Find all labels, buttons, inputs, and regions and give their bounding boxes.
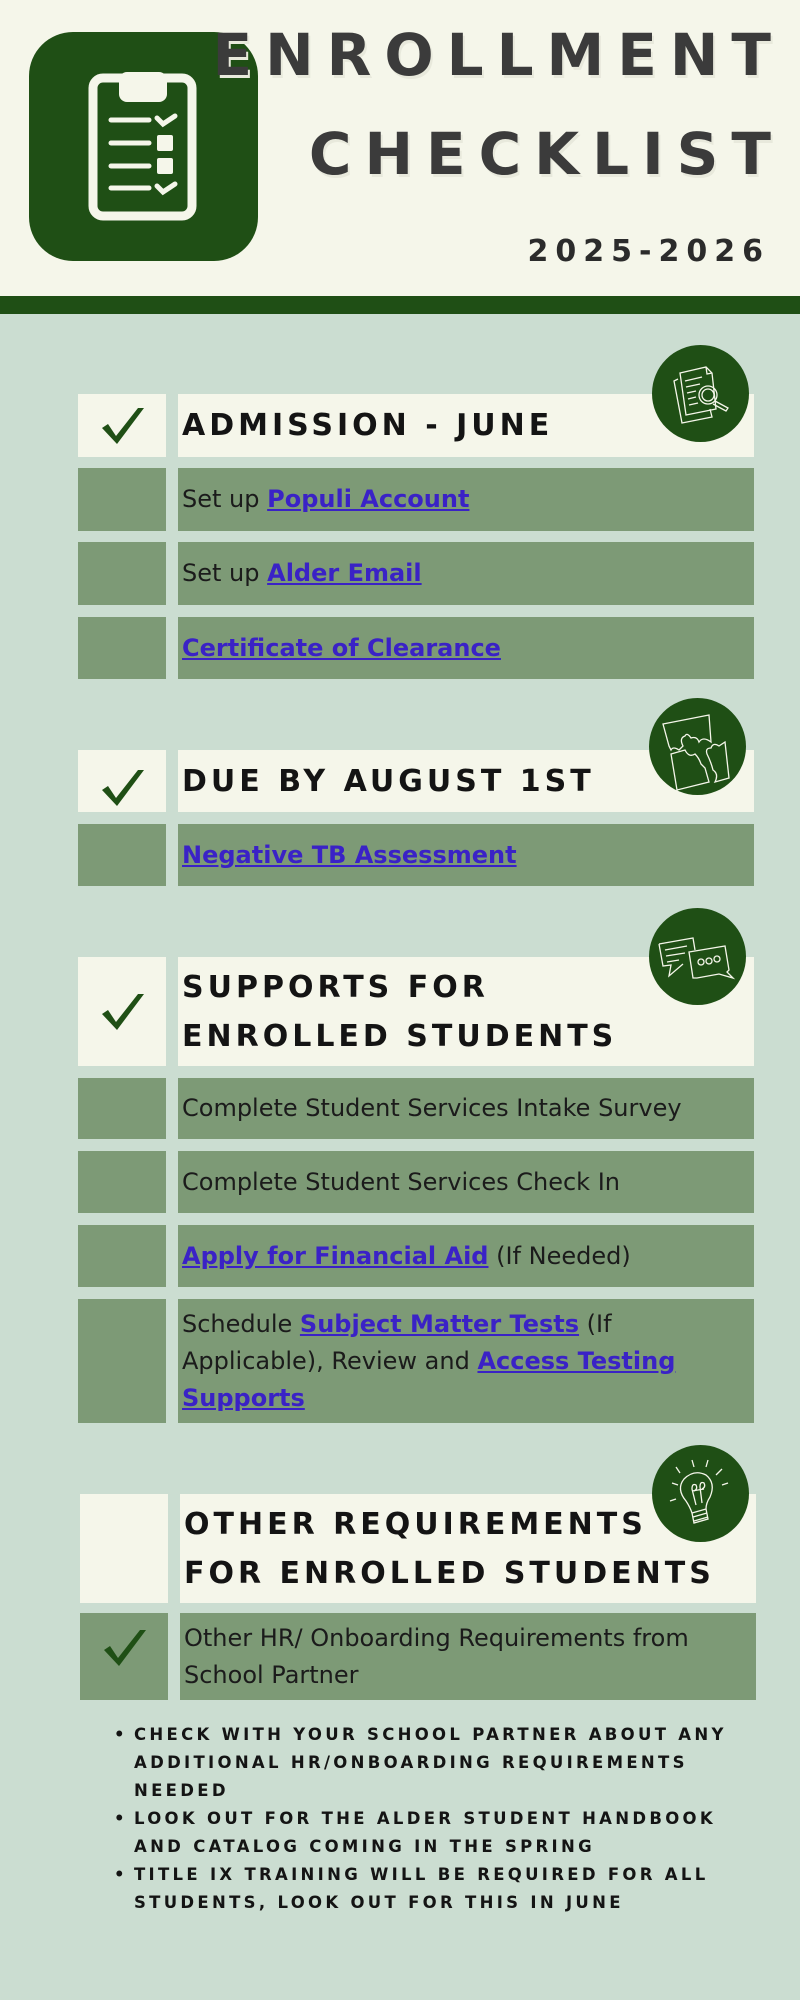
- checkbox[interactable]: [80, 1613, 168, 1700]
- item-text: Schedule: [182, 1309, 300, 1338]
- header-divider: [0, 296, 800, 314]
- lightbulb-icon: [652, 1445, 749, 1542]
- checkbox[interactable]: [78, 1225, 166, 1287]
- section-icon-badge: [649, 908, 746, 1005]
- document-search-icon: [652, 345, 749, 442]
- section-icon-badge: [652, 345, 749, 442]
- note-item: • CHECK WITH YOUR SCHOOL PARTNER ABOUT ANY ADDITIONAL HR/ONBOARDING REQUIREMENTS NEEDED: [114, 1721, 774, 1805]
- section-title: [184, 1500, 715, 1598]
- subject-matter-tests-link[interactable]: Subject Matter Tests: [299, 1309, 580, 1338]
- section-icon-badge: [649, 698, 746, 795]
- financial-aid-link[interactable]: Apply for Financial Aid: [182, 1241, 489, 1270]
- checkbox[interactable]: [78, 750, 166, 812]
- page-title-line2: CHECKLIST: [308, 120, 784, 188]
- checklist-item: [78, 1299, 754, 1423]
- checkbox[interactable]: [78, 957, 166, 1066]
- section-title: DUE BY AUGUST 1ST: [182, 763, 595, 799]
- puzzle-icon: [649, 698, 746, 795]
- checkmark-icon: [100, 406, 144, 446]
- item-text: (If Needed): [488, 1241, 631, 1270]
- item-text: Set up: [182, 559, 268, 587]
- checklist-item: [78, 617, 754, 679]
- checklist-item: [78, 1225, 754, 1287]
- item-text: Complete Student Services Intake Survey: [182, 1094, 682, 1122]
- checklist-item: [78, 1151, 754, 1213]
- section-title: ADMISSION - JUNE: [182, 408, 554, 443]
- checkbox[interactable]: [80, 1494, 168, 1603]
- item-text: Set up: [182, 485, 268, 513]
- item-text: (If Applicable), Review and: [182, 1309, 612, 1375]
- checkmark-icon: [100, 768, 144, 808]
- checklist-item: [78, 468, 754, 531]
- checklist-item: [78, 824, 754, 886]
- item-text: Complete Student Services Check In: [182, 1167, 620, 1196]
- section-title-line2: ENROLLED STUDENTS: [182, 1018, 618, 1054]
- checkbox[interactable]: [78, 617, 166, 679]
- page-header: [0, 0, 800, 296]
- checkbox[interactable]: [78, 1299, 166, 1423]
- populi-account-link[interactable]: Populi Account: [267, 485, 470, 513]
- checklist-item: [78, 542, 754, 605]
- school-year: 2025-2026: [527, 234, 770, 269]
- checkmark-icon: [100, 992, 144, 1032]
- checklist-item: [78, 1078, 754, 1139]
- chat-bubbles-icon: [649, 908, 746, 1005]
- checkmark-icon: [102, 1628, 146, 1668]
- section-icon-badge: [652, 1445, 749, 1542]
- access-testing-supports-link[interactable]: Access Testing Supports: [182, 1346, 676, 1412]
- section-title-line1: OTHER REQUIREMENTS: [184, 1506, 647, 1542]
- certificate-of-clearance-link[interactable]: Certificate of Clearance: [182, 633, 501, 662]
- note-item: • LOOK OUT FOR THE ALDER STUDENT HANDBOOK AND CATALOG COMING IN THE SPRING: [114, 1805, 774, 1861]
- checklist-item: [80, 1613, 756, 1700]
- checkbox[interactable]: [78, 1151, 166, 1213]
- section-title: [182, 963, 617, 1061]
- section-title-line2: FOR ENROLLED STUDENTS: [184, 1555, 715, 1591]
- note-item: • TITLE IX TRAINING WILL BE REQUIRED FOR ALL STUDENTS, LOOK OUT FOR THIS IN JUNE: [114, 1861, 774, 1917]
- alder-email-link[interactable]: Alder Email: [267, 559, 422, 587]
- checkbox[interactable]: [78, 468, 166, 531]
- item-text: Other HR/ Onboarding Requirements from School Partner: [184, 1623, 689, 1689]
- checkbox[interactable]: [78, 824, 166, 886]
- section-title-line1: SUPPORTS FOR: [182, 969, 489, 1005]
- checkbox[interactable]: [78, 394, 166, 457]
- checkbox[interactable]: [78, 1078, 166, 1139]
- page-title-line1: ENROLLMENT: [212, 21, 784, 89]
- notes-list: [114, 1721, 774, 1917]
- negative-tb-assessment-link[interactable]: Negative TB Assessment: [182, 840, 517, 869]
- checkbox[interactable]: [78, 542, 166, 605]
